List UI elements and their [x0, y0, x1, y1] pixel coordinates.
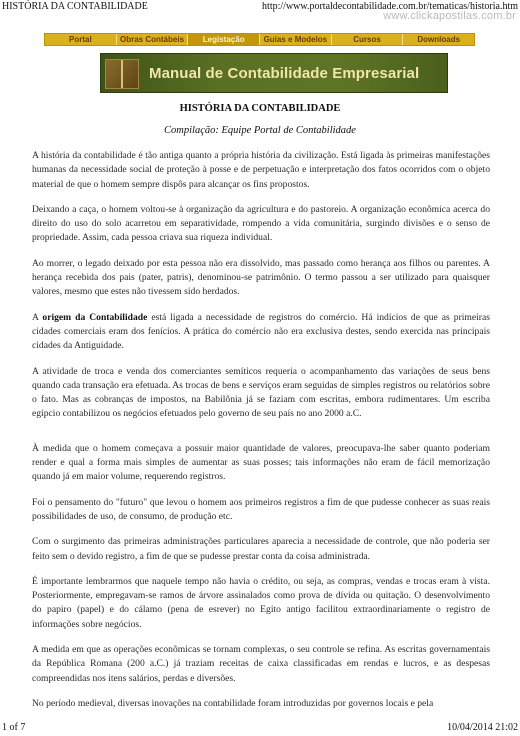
book-icon [105, 59, 139, 89]
print-header-title: HISTÓRIA DA CONTABILIDADE [2, 1, 148, 12]
nav-item-obras-contabeis[interactable]: Obras Contábeis [117, 34, 189, 45]
paragraph: À medida que o homem começava a possuir maior quantidade de valores, preocupava-lhe saber quanto poderiam render e qual a forma mais simples de aumentar as suas posses; tais informações não eram de fácil memorização quando já em maior volume, requerendo registros. [32, 442, 490, 483]
nav-item-portal[interactable]: Portal [45, 34, 117, 45]
print-header-url: http://www.portaldecontabilidade.com.br/tematicas/historia.htm [262, 1, 518, 12]
nav-item-legislacao[interactable]: Legistação [188, 34, 260, 45]
paragraph: Foi o pensamento do "futuro" que levou o homem aos primeiros registros a fim de que pudesse conhecer as suas reais possibilidades de uso, de consumo, de produção etc. [32, 496, 490, 522]
paragraph: Com o surgimento das primeiras administrações particulares aparecia a necessidade de controle, que não poderia ser feito sem o devido registro, a fim de que se pudesse prestar conta da coisa administrada. [32, 536, 490, 562]
paragraph: A história da contabilidade é tão antiga quanto a própria história da civilização. Está ligada às primeiras manifestações humanas da necessidade social de proteção à posse e de perpetuação e interpretação dos fatos ocorridos com o objeto material de que o homem sempre dispôs para alcançar os fins propostos. [32, 150, 490, 190]
print-timestamp: 10/04/2014 21:02 [447, 722, 518, 733]
nav-item-guias-e-modelos[interactable]: Guias e Modelos [260, 34, 332, 45]
banner-title: Manual de Contabilidade Empresarial [149, 65, 420, 82]
paragraph: É importante lembrarmos que naquele tempo não havia o crédito, ou seja, as compras, vendas e trocas eram à vista. Posteriormente, empregavam-se ramos de árvore assinalados como prova de dívida ou quitação. O desenvolvimento do papiro (papel) e do cálamo (pena de esrever) no Egito antigo facilitou extraordinariamente o registro de informações sobre negócios. [32, 575, 490, 630]
nav-item-cursos[interactable]: Cursos [332, 34, 404, 45]
paragraph: A atividade de troca e venda dos comerciantes semíticos requeria o acompanhamento das variações de seus bens quando cada transação era efetuada. As trocas de bens e serviços eram seguidas de simples registros ou relatórios sobre o fato. Mas as cobranças de impostos, na Babilônia já se faziam com escritas, embora rudimentares. Um escriba egípcio contabilizou os negócios efetuados pelo governo de seu país no ano 2000 a.C. [32, 365, 490, 420]
paragraph-text: A [32, 311, 43, 323]
article-subtitle: Compilação: Equipe Portal de Contabilidade [164, 125, 356, 136]
paragraph: A medida em que as operações econômicas se tornam complexas, o seu controle se refina. As escritas governamentais da República Romana (200 a.C.) já traziam receitas de caixa classificadas em rendas e lucros, e as despesas compreendidas nos itens salários, perdas e diversões. [32, 644, 490, 684]
site-banner [100, 53, 448, 93]
watermark: www.clickapostilas.com.br [383, 10, 516, 22]
article-body [32, 149, 490, 722]
print-footer [0, 722, 520, 736]
paragraph: No período medieval, diversas inovações na contabilidade foram introduzidas por governos locais e pela [32, 697, 434, 709]
nav-item-downloads[interactable]: Downloads [417, 35, 461, 44]
article-title: HISTÓRIA DA CONTABILIDADE [179, 103, 341, 114]
paragraph [32, 311, 490, 354]
highlight-origem-da-contabilidade: origem da Contabilidade [42, 311, 148, 323]
paragraph: Ao morrer, o legado deixado por esta pessoa não era dissolvido, mas passado como herança aos filhos ou parentes. A herança recebida dos pais (pater, patris), denominou-se patrimônio. O termo passou a ser utilizado para quaisquer valores, mesmo que estes não tivessem sido herdados. [32, 257, 490, 298]
paragraph-text: está ligada a necessidade de registros do comércio. Há indícios de que as primeiras cidades comerciais eram dos fenícios. A prática do comércio não era exclusiva destes, sendo exercida nas principais cidades da Antiguidade. [32, 311, 490, 352]
page-counter: 1 of 7 [2, 722, 26, 733]
paragraph: Deixando a caça, o homem voltou-se à organização da agricultura e do pastoreio. A organização econômica acerca do direito do uso do solo acarretou em separatividade, rompendo a vida comunitária, surgindo divisões e o senso de propriedade. Assim, cada pessoa criava sua riqueza individual. [32, 203, 490, 244]
top-nav-bar [44, 33, 475, 46]
